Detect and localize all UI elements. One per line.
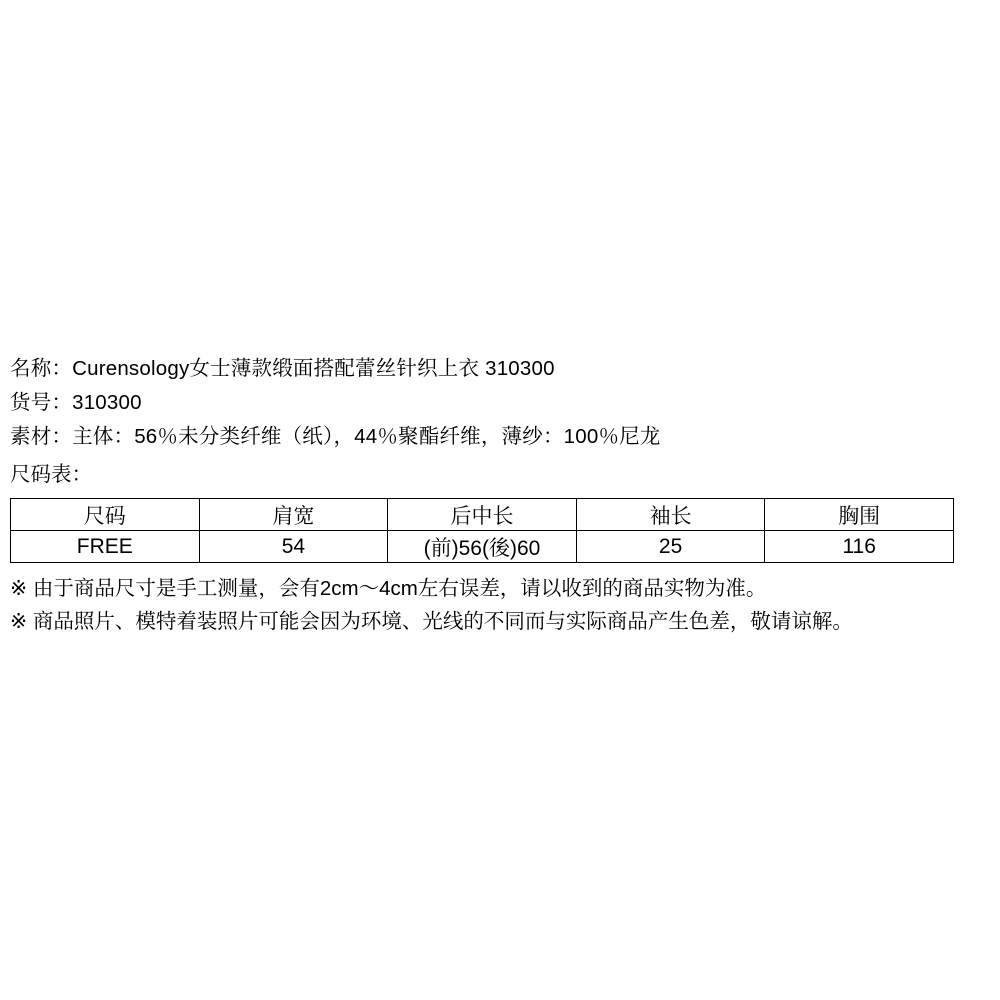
table-cell: 54: [199, 531, 388, 563]
note-color-difference: ※ 商品照片、模特着装照片可能会因为环境、光线的不同而与实际商品产生色差，敬请谅解。: [10, 610, 853, 633]
table-cell: (前)56(後)60: [388, 531, 577, 563]
table-header-cell: 肩宽: [199, 499, 388, 531]
table-cell: FREE: [11, 531, 200, 563]
table-cell: 116: [765, 531, 954, 563]
product-name-line: 名称：Curensology女士薄款缎面搭配蕾丝针织上衣 310300: [10, 357, 555, 380]
table-header-cell: 袖长: [576, 499, 765, 531]
note-measurement: ※ 由于商品尺寸是手工测量，会有2cm～4cm左右误差，请以收到的商品实物为准。: [10, 577, 767, 600]
notes-block: [10, 572, 990, 638]
table-cell: 25: [576, 531, 765, 563]
table-header-row: [11, 499, 954, 531]
size-chart-table: [10, 498, 954, 563]
product-material-line: 素材：主体：56％未分类纤维（纸），44％聚酯纤维，薄纱：100％尼龙: [10, 425, 661, 448]
table-row: [11, 531, 954, 563]
product-sku-line: 货号：310300: [10, 391, 142, 414]
table-header-cell: 尺码: [11, 499, 200, 531]
product-info-block: [10, 352, 990, 638]
table-header-cell: 胸围: [765, 499, 954, 531]
size-chart-label: 尺码表：: [10, 463, 92, 486]
table-header-cell: 后中长: [388, 499, 577, 531]
